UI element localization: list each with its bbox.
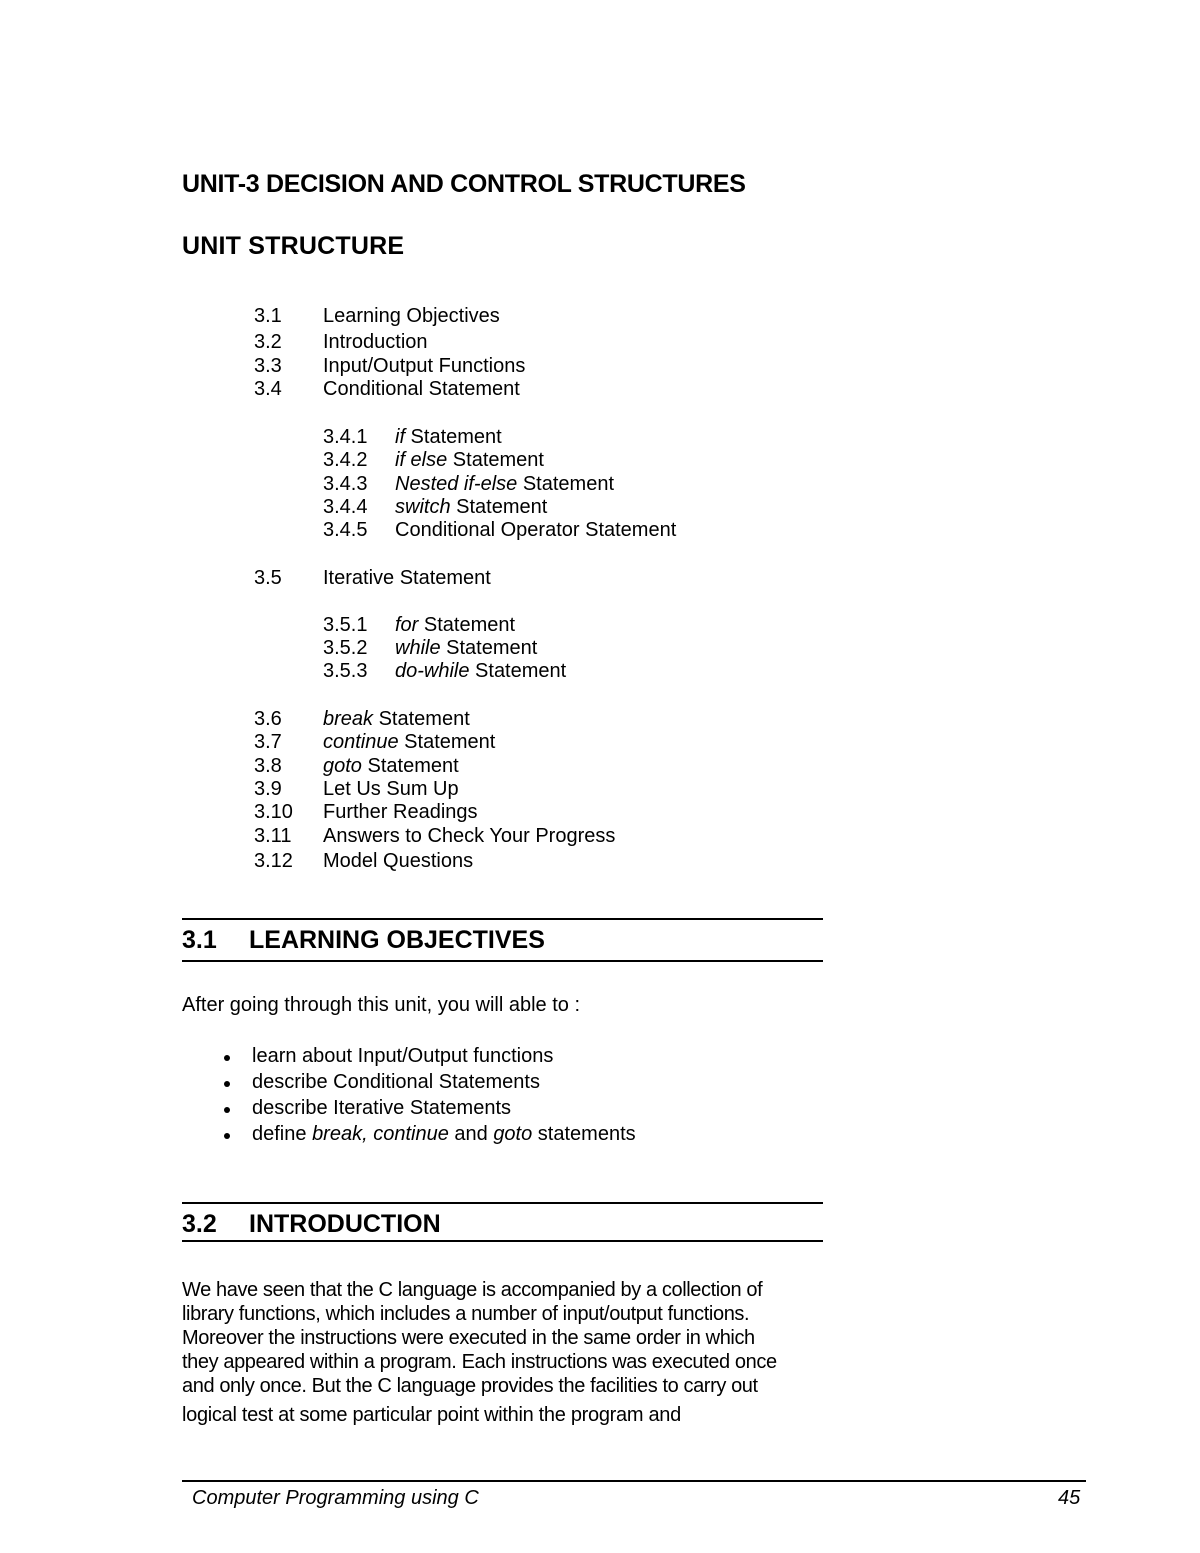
list-item-text xyxy=(252,1123,636,1146)
toc-number: 3.5.2 xyxy=(323,637,368,659)
paragraph-line: and only once. But the C language provides the facilities to carry out xyxy=(182,1375,758,1397)
toc-number: 3.4.2 xyxy=(323,449,368,471)
toc-keyword: for xyxy=(395,614,419,636)
toc-subitem[interactable] xyxy=(0,518,1200,542)
list-item xyxy=(0,1045,1200,1069)
toc-item[interactable] xyxy=(0,824,1200,848)
section-heading-learning-objectives xyxy=(182,926,545,955)
toc-item[interactable] xyxy=(0,707,1200,731)
section-rule-top xyxy=(182,918,823,920)
toc-number: 3.4.1 xyxy=(323,426,368,448)
toc-keyword: if xyxy=(395,426,405,448)
footer-rule xyxy=(182,1480,1086,1482)
toc-subitem[interactable] xyxy=(0,425,1200,449)
toc-label-text: Model Questions xyxy=(323,850,474,872)
toc-item[interactable] xyxy=(0,377,1200,401)
toc-label xyxy=(395,425,502,449)
toc-label-text: Statement xyxy=(469,660,567,682)
toc-number: 3.5 xyxy=(254,567,282,589)
toc-label xyxy=(395,636,537,660)
toc-number: 3.4.3 xyxy=(323,473,368,495)
toc-label xyxy=(395,518,676,542)
toc-subitem[interactable] xyxy=(0,495,1200,519)
text-fragment: and xyxy=(448,1123,494,1145)
list-item-text: learn about Input/Output functions xyxy=(252,1045,554,1067)
toc-label: Iterative Statement xyxy=(323,567,491,589)
text-fragment: statements xyxy=(532,1123,636,1145)
toc-subitem[interactable] xyxy=(0,636,1200,660)
toc-label-text: Statement xyxy=(440,637,538,659)
toc-label xyxy=(323,824,615,848)
toc-item[interactable] xyxy=(0,777,1200,801)
toc-label xyxy=(395,472,614,496)
objectives-intro: After going through this unit, you will able to : xyxy=(182,994,581,1016)
toc-keyword: while xyxy=(395,637,441,659)
toc-label-text: Statement xyxy=(361,755,459,777)
toc-item[interactable] xyxy=(0,566,1200,590)
toc-subitem[interactable] xyxy=(0,448,1200,472)
list-item xyxy=(0,1123,1200,1147)
toc-label: Introduction xyxy=(323,331,428,353)
section-heading-introduction xyxy=(182,1210,441,1239)
toc-keyword: do-while xyxy=(395,660,470,682)
toc-label-text: Statement xyxy=(450,496,548,518)
toc-number: 3.2 xyxy=(254,331,282,353)
toc-label xyxy=(323,754,459,778)
toc-label-text: Statement xyxy=(373,708,470,730)
toc-item[interactable] xyxy=(0,800,1200,824)
toc-item[interactable] xyxy=(0,849,1200,873)
toc-subitem[interactable] xyxy=(0,613,1200,637)
toc-label xyxy=(323,707,470,731)
footer-book-title: Computer Programming using C xyxy=(192,1487,479,1509)
toc-label xyxy=(323,777,459,801)
text-fragment: define xyxy=(252,1123,313,1145)
toc-label-text: Answers to Check Your Progress xyxy=(323,825,616,847)
toc-number: 3.9 xyxy=(254,778,282,800)
toc-label-text: Statement xyxy=(398,731,496,753)
list-item xyxy=(0,1097,1200,1121)
toc-label-text: Further Readings xyxy=(323,801,478,823)
toc-label-text: Statement xyxy=(405,426,502,448)
toc-label: Input/Output Functions xyxy=(323,355,526,377)
toc-item[interactable] xyxy=(0,354,1200,378)
toc-label-text: Conditional Operator Statement xyxy=(395,519,677,541)
toc-number: 3.10 xyxy=(254,801,293,823)
toc-number: 3.4.4 xyxy=(323,496,368,518)
toc-number: 3.5.3 xyxy=(323,660,368,682)
toc-label-text: Let Us Sum Up xyxy=(323,778,459,800)
toc-number: 3.4 xyxy=(254,378,282,400)
toc-label xyxy=(323,730,495,754)
toc-item[interactable] xyxy=(0,304,1200,328)
toc-number: 3.4.5 xyxy=(323,519,368,541)
toc-label xyxy=(395,448,544,472)
toc-keyword: continue xyxy=(323,731,399,753)
section-rule-top xyxy=(182,1202,823,1204)
paragraph-line: library functions, which includes a number of input/output functions. xyxy=(182,1303,750,1325)
toc-number: 3.11 xyxy=(254,825,292,847)
paragraph-line: logical test at some particular point within the program and xyxy=(182,1404,681,1426)
bullet-icon xyxy=(224,1081,230,1087)
toc-number: 3.7 xyxy=(254,731,282,753)
toc-keyword: Nested if-else xyxy=(395,473,518,495)
toc-item[interactable] xyxy=(0,730,1200,754)
toc-label xyxy=(395,613,515,637)
toc-number: 3.12 xyxy=(254,850,293,872)
toc-label xyxy=(323,800,478,824)
toc-number: 3.3 xyxy=(254,355,282,377)
toc-number: 3.5.1 xyxy=(323,614,368,636)
unit-title: UNIT-3 DECISION AND CONTROL STRUCTURES xyxy=(182,170,746,198)
bullet-icon xyxy=(224,1133,230,1139)
toc-label-text: Statement xyxy=(447,449,544,471)
toc-label: Learning Objectives xyxy=(323,305,500,327)
paragraph-line: they appeared within a program. Each instructions was executed once xyxy=(182,1351,777,1373)
toc-label-text: Statement xyxy=(517,473,614,495)
section-title: INTRODUCTION xyxy=(249,1210,441,1238)
toc-label: Conditional Statement xyxy=(323,378,520,400)
section-title: LEARNING OBJECTIVES xyxy=(249,926,545,954)
toc-subitem[interactable] xyxy=(0,472,1200,496)
bullet-icon xyxy=(224,1107,230,1113)
section-rule-bottom xyxy=(182,960,823,962)
paragraph-line: Moreover the instructions were executed in the same order in which xyxy=(182,1327,755,1349)
toc-keyword: goto xyxy=(323,755,362,777)
toc-item[interactable] xyxy=(0,330,1200,354)
toc-subitem[interactable] xyxy=(0,659,1200,683)
toc-number: 3.8 xyxy=(254,755,282,777)
toc-label-text: Statement xyxy=(418,614,516,636)
list-item-text: describe Conditional Statements xyxy=(252,1071,540,1093)
toc-keyword: break xyxy=(323,708,374,730)
bullet-icon xyxy=(224,1055,230,1061)
keyword: goto xyxy=(493,1123,533,1145)
introduction-paragraph xyxy=(182,1278,823,1398)
toc-label xyxy=(395,659,566,683)
section-number: 3.1 xyxy=(182,926,217,954)
keyword: break, continue xyxy=(312,1123,449,1145)
list-item-text: describe Iterative Statements xyxy=(252,1097,512,1119)
section-rule-bottom xyxy=(182,1240,823,1242)
toc-number: 3.1 xyxy=(254,305,282,327)
page-number: 45 xyxy=(1058,1487,1081,1509)
paragraph-line: We have seen that the C language is accompanied by a collection of xyxy=(182,1279,763,1301)
toc-number: 3.6 xyxy=(254,708,282,730)
toc-label xyxy=(395,495,547,519)
toc-keyword: switch xyxy=(395,496,451,518)
toc-label xyxy=(323,849,473,873)
toc-item[interactable] xyxy=(0,754,1200,778)
list-item xyxy=(0,1071,1200,1095)
section-number: 3.2 xyxy=(182,1210,217,1238)
toc-keyword: if else xyxy=(395,449,448,471)
unit-structure-heading: UNIT STRUCTURE xyxy=(182,232,405,260)
